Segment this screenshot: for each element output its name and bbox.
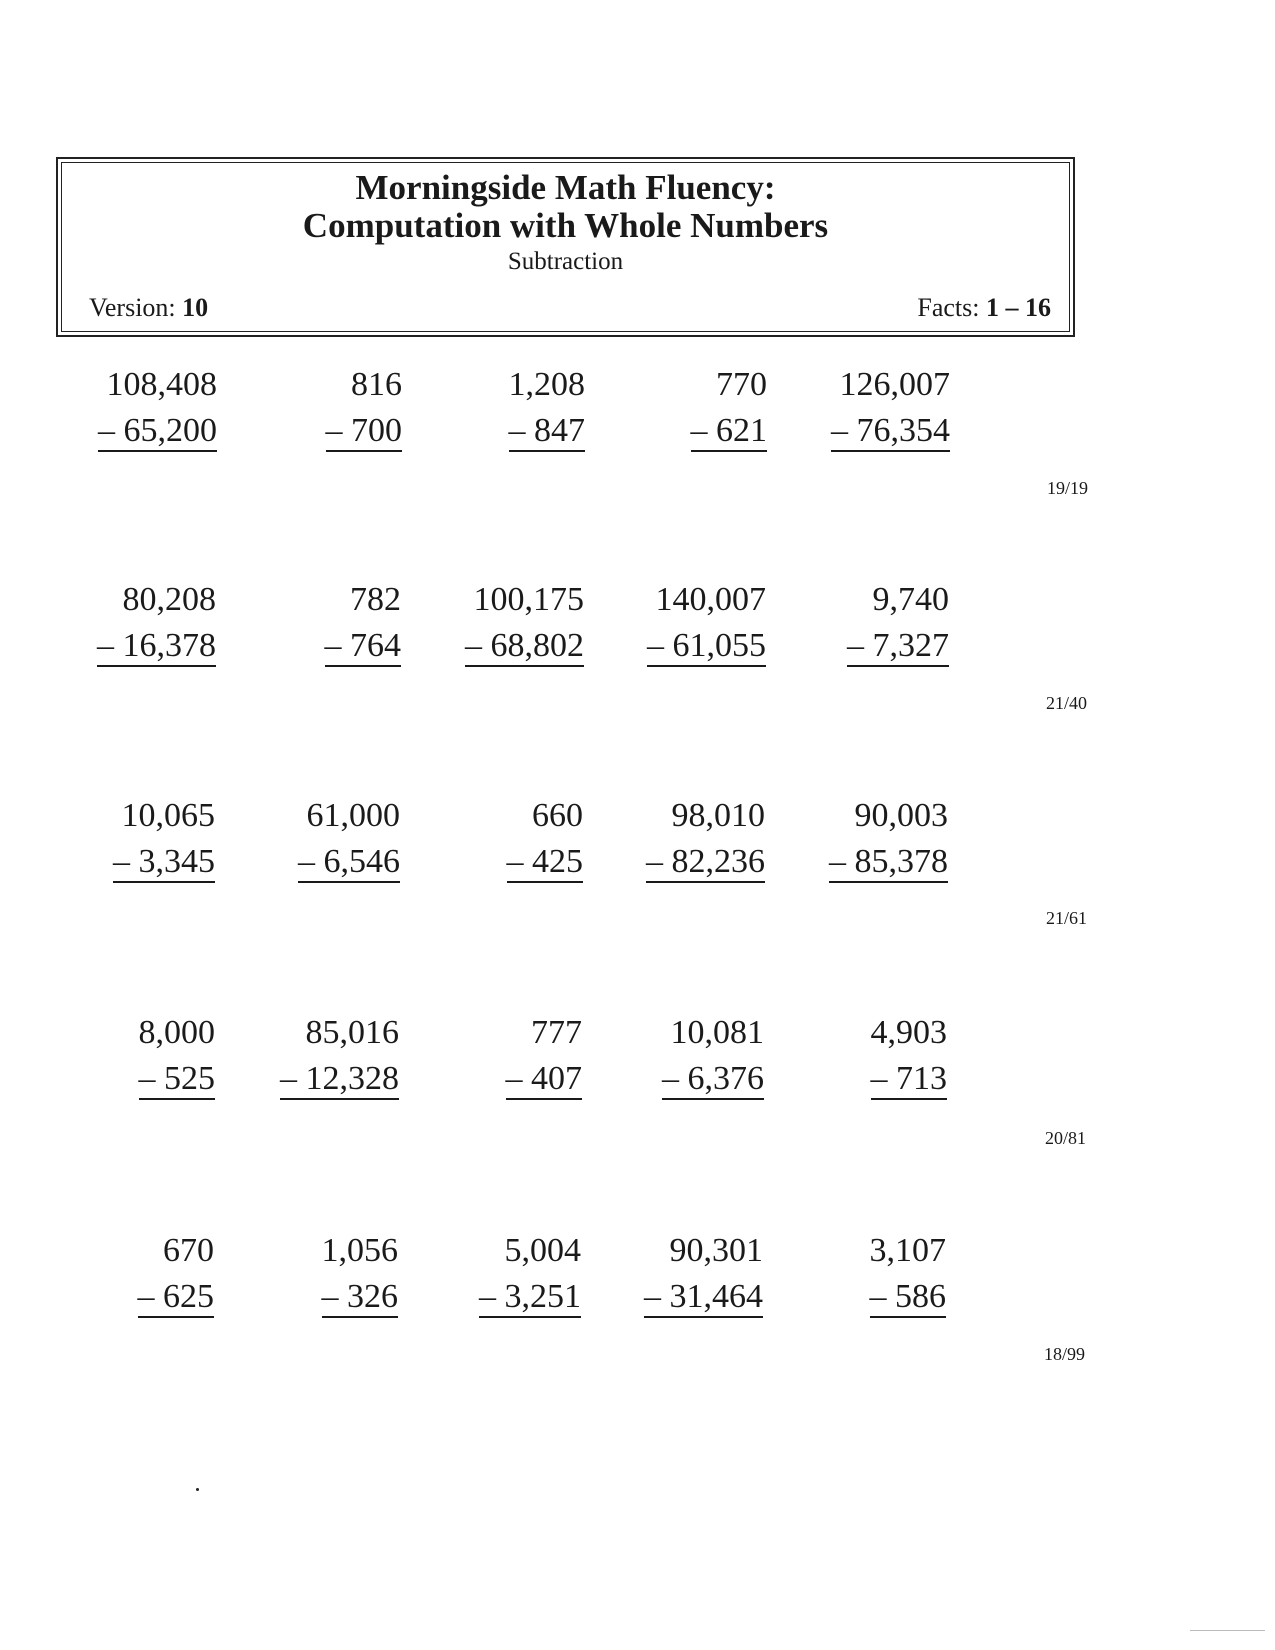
subtrahend: – 6,546 (298, 843, 400, 883)
title-line-1: Morningside Math Fluency: (355, 168, 776, 207)
minuend: 5,004 (504, 1232, 581, 1269)
problem (381, 1228, 581, 1320)
subtrahend: – 847 (509, 412, 586, 452)
problem (748, 793, 948, 885)
title-line-2: Computation with Whole Numbers (302, 206, 829, 245)
minuend: 98,010 (671, 797, 765, 834)
scan-speck (196, 1488, 199, 1491)
minuend: 10,065 (121, 797, 215, 834)
subtrahend: – 68,802 (465, 627, 584, 667)
minuend: 80,208 (122, 581, 216, 618)
problem (566, 577, 766, 669)
problem (383, 793, 583, 885)
problem (201, 577, 401, 669)
subtrahend: – 85,378 (829, 843, 948, 883)
problem (17, 362, 217, 454)
facts-label: Facts: (917, 293, 980, 322)
problem-row (0, 793, 1275, 928)
problem (384, 577, 584, 669)
problem (16, 577, 216, 669)
subtrahend: – 7,327 (847, 627, 949, 667)
row-tally: 21/40 (1046, 693, 1088, 713)
problem (14, 1228, 214, 1320)
subtrahend: – 76,354 (831, 412, 950, 452)
version-value: 10 (182, 293, 209, 322)
facts-info (917, 293, 1051, 323)
subtrahend: – 586 (870, 1278, 947, 1318)
problem (15, 793, 215, 885)
problem-row (0, 362, 1275, 498)
problem (565, 793, 765, 885)
row-tally: 21/61 (1046, 908, 1088, 928)
subtrahend: – 407 (506, 1060, 583, 1100)
facts-value: 1 – 16 (986, 293, 1051, 322)
minuend: 9,740 (872, 581, 949, 618)
problem (199, 1010, 399, 1102)
problem (382, 1010, 582, 1102)
version-label: Version: (89, 293, 176, 322)
minuend: 100,175 (473, 581, 584, 618)
worksheet-title (62, 169, 1069, 245)
minuend: 126,007 (839, 366, 950, 403)
minuend: 10,081 (670, 1014, 764, 1051)
subtrahend: – 700 (326, 412, 403, 452)
minuend: 782 (350, 581, 401, 618)
problem (563, 1228, 763, 1320)
minuend: 1,208 (508, 366, 585, 403)
problem-row (0, 1228, 1275, 1364)
problem (750, 362, 950, 454)
subtrahend: – 621 (691, 412, 768, 452)
minuend: 108,408 (106, 366, 217, 403)
worksheet-header (56, 157, 1075, 337)
subtrahend: – 625 (138, 1278, 215, 1318)
minuend: 1,056 (321, 1232, 398, 1269)
subtrahend: – 326 (322, 1278, 399, 1318)
subtrahend: – 3,345 (113, 843, 215, 883)
subtrahend: – 31,464 (644, 1278, 763, 1318)
minuend: 90,301 (669, 1232, 763, 1269)
worksheet-subtitle: Subtraction (507, 248, 624, 275)
version-info (89, 293, 208, 323)
problem (747, 1010, 947, 1102)
minuend: 61,000 (306, 797, 400, 834)
problem (746, 1228, 946, 1320)
header-inner-border (61, 162, 1070, 332)
scan-edge-line (1190, 1630, 1265, 1631)
problem-row (0, 577, 1275, 713)
minuend: 85,016 (305, 1014, 399, 1051)
problem-row (0, 1010, 1275, 1148)
minuend: 4,903 (870, 1014, 947, 1051)
subtrahend: – 3,251 (479, 1278, 581, 1318)
subtrahend: – 12,328 (280, 1060, 399, 1100)
subtrahend: – 6,376 (662, 1060, 764, 1100)
row-tally: 19/19 (1047, 478, 1089, 498)
minuend: 140,007 (655, 581, 766, 618)
subtrahend: – 764 (325, 627, 402, 667)
minuend: 770 (716, 366, 767, 403)
problem (385, 362, 585, 454)
problem (198, 1228, 398, 1320)
subtrahend: – 425 (507, 843, 584, 883)
row-tally: 18/99 (1044, 1344, 1086, 1364)
minuend: 816 (351, 366, 402, 403)
problem (202, 362, 402, 454)
minuend: 90,003 (854, 797, 948, 834)
minuend: 3,107 (869, 1232, 946, 1269)
problem (15, 1010, 215, 1102)
minuend: 660 (532, 797, 583, 834)
problem (567, 362, 767, 454)
problem (749, 577, 949, 669)
minuend: 670 (163, 1232, 214, 1269)
subtrahend: – 61,055 (647, 627, 766, 667)
minuend: 8,000 (138, 1014, 215, 1051)
subtrahend: – 82,236 (646, 843, 765, 883)
problem (564, 1010, 764, 1102)
row-tally: 20/81 (1045, 1128, 1087, 1148)
minuend: 777 (531, 1014, 582, 1051)
subtrahend: – 65,200 (98, 412, 217, 452)
subtrahend: – 525 (139, 1060, 216, 1100)
subtrahend: – 713 (871, 1060, 948, 1100)
problem (200, 793, 400, 885)
subtrahend: – 16,378 (97, 627, 216, 667)
